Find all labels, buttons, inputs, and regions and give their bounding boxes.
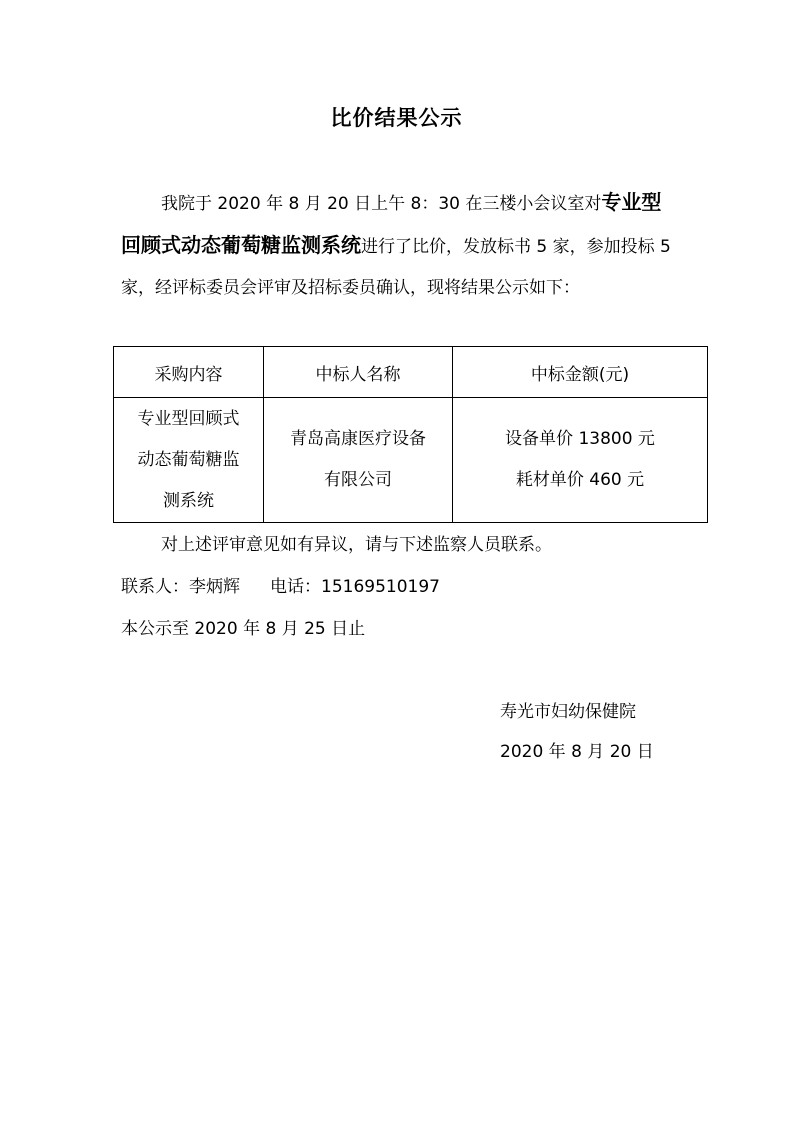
contact-line — [121, 572, 440, 602]
content-line: 动态葡萄糖监 — [137, 449, 240, 470]
header-amount: 中标金额(元) — [453, 347, 708, 398]
result-table-wrap — [113, 346, 708, 523]
intro-part1: 我院于 2020 年 8 月 20 日上午 8：30 在三楼小会议室对 — [161, 194, 602, 214]
header-content: 采购内容 — [114, 347, 264, 398]
content-line: 专业型回顾式 — [137, 408, 240, 429]
table-header-row — [114, 347, 708, 398]
winner-line: 有限公司 — [324, 470, 392, 490]
table-row — [114, 398, 708, 523]
cell-amount — [453, 398, 708, 523]
project-name: 专业型回顾式动态葡萄糖监测系统 — [121, 190, 662, 257]
contact-phone: 电话：15169510197 — [270, 577, 440, 597]
page-title: 比价结果公示 — [330, 106, 463, 130]
intro-part2: 进行了比价，发放标书 5 家，参加投标 5 家，经评标委员会评审及招标委员确认，现将结果公示如下： — [121, 237, 671, 298]
amount-line: 设备单价 13800 元 — [505, 429, 655, 449]
result-table — [113, 346, 708, 523]
header-winner: 中标人名称 — [264, 347, 453, 398]
amount-line: 耗材单价 460 元 — [515, 470, 645, 490]
cell-content — [114, 398, 264, 523]
intro-paragraph — [121, 182, 681, 309]
contact-person: 联系人：李炳辉 — [121, 577, 240, 597]
winner-line: 青岛高康医疗设备 — [290, 429, 426, 449]
objection-notice: 对上述评审意见如有异议，请与下述监察人员联系。 — [161, 535, 552, 555]
content-line: 测系统 — [163, 490, 214, 511]
cell-winner — [264, 398, 453, 523]
notice-period: 本公示至 2020 年 8 月 25 日止 — [121, 619, 366, 639]
signature-org: 寿光市妇幼保健院 — [500, 702, 636, 722]
signature-date: 2020 年 8 月 20 日 — [500, 742, 654, 762]
